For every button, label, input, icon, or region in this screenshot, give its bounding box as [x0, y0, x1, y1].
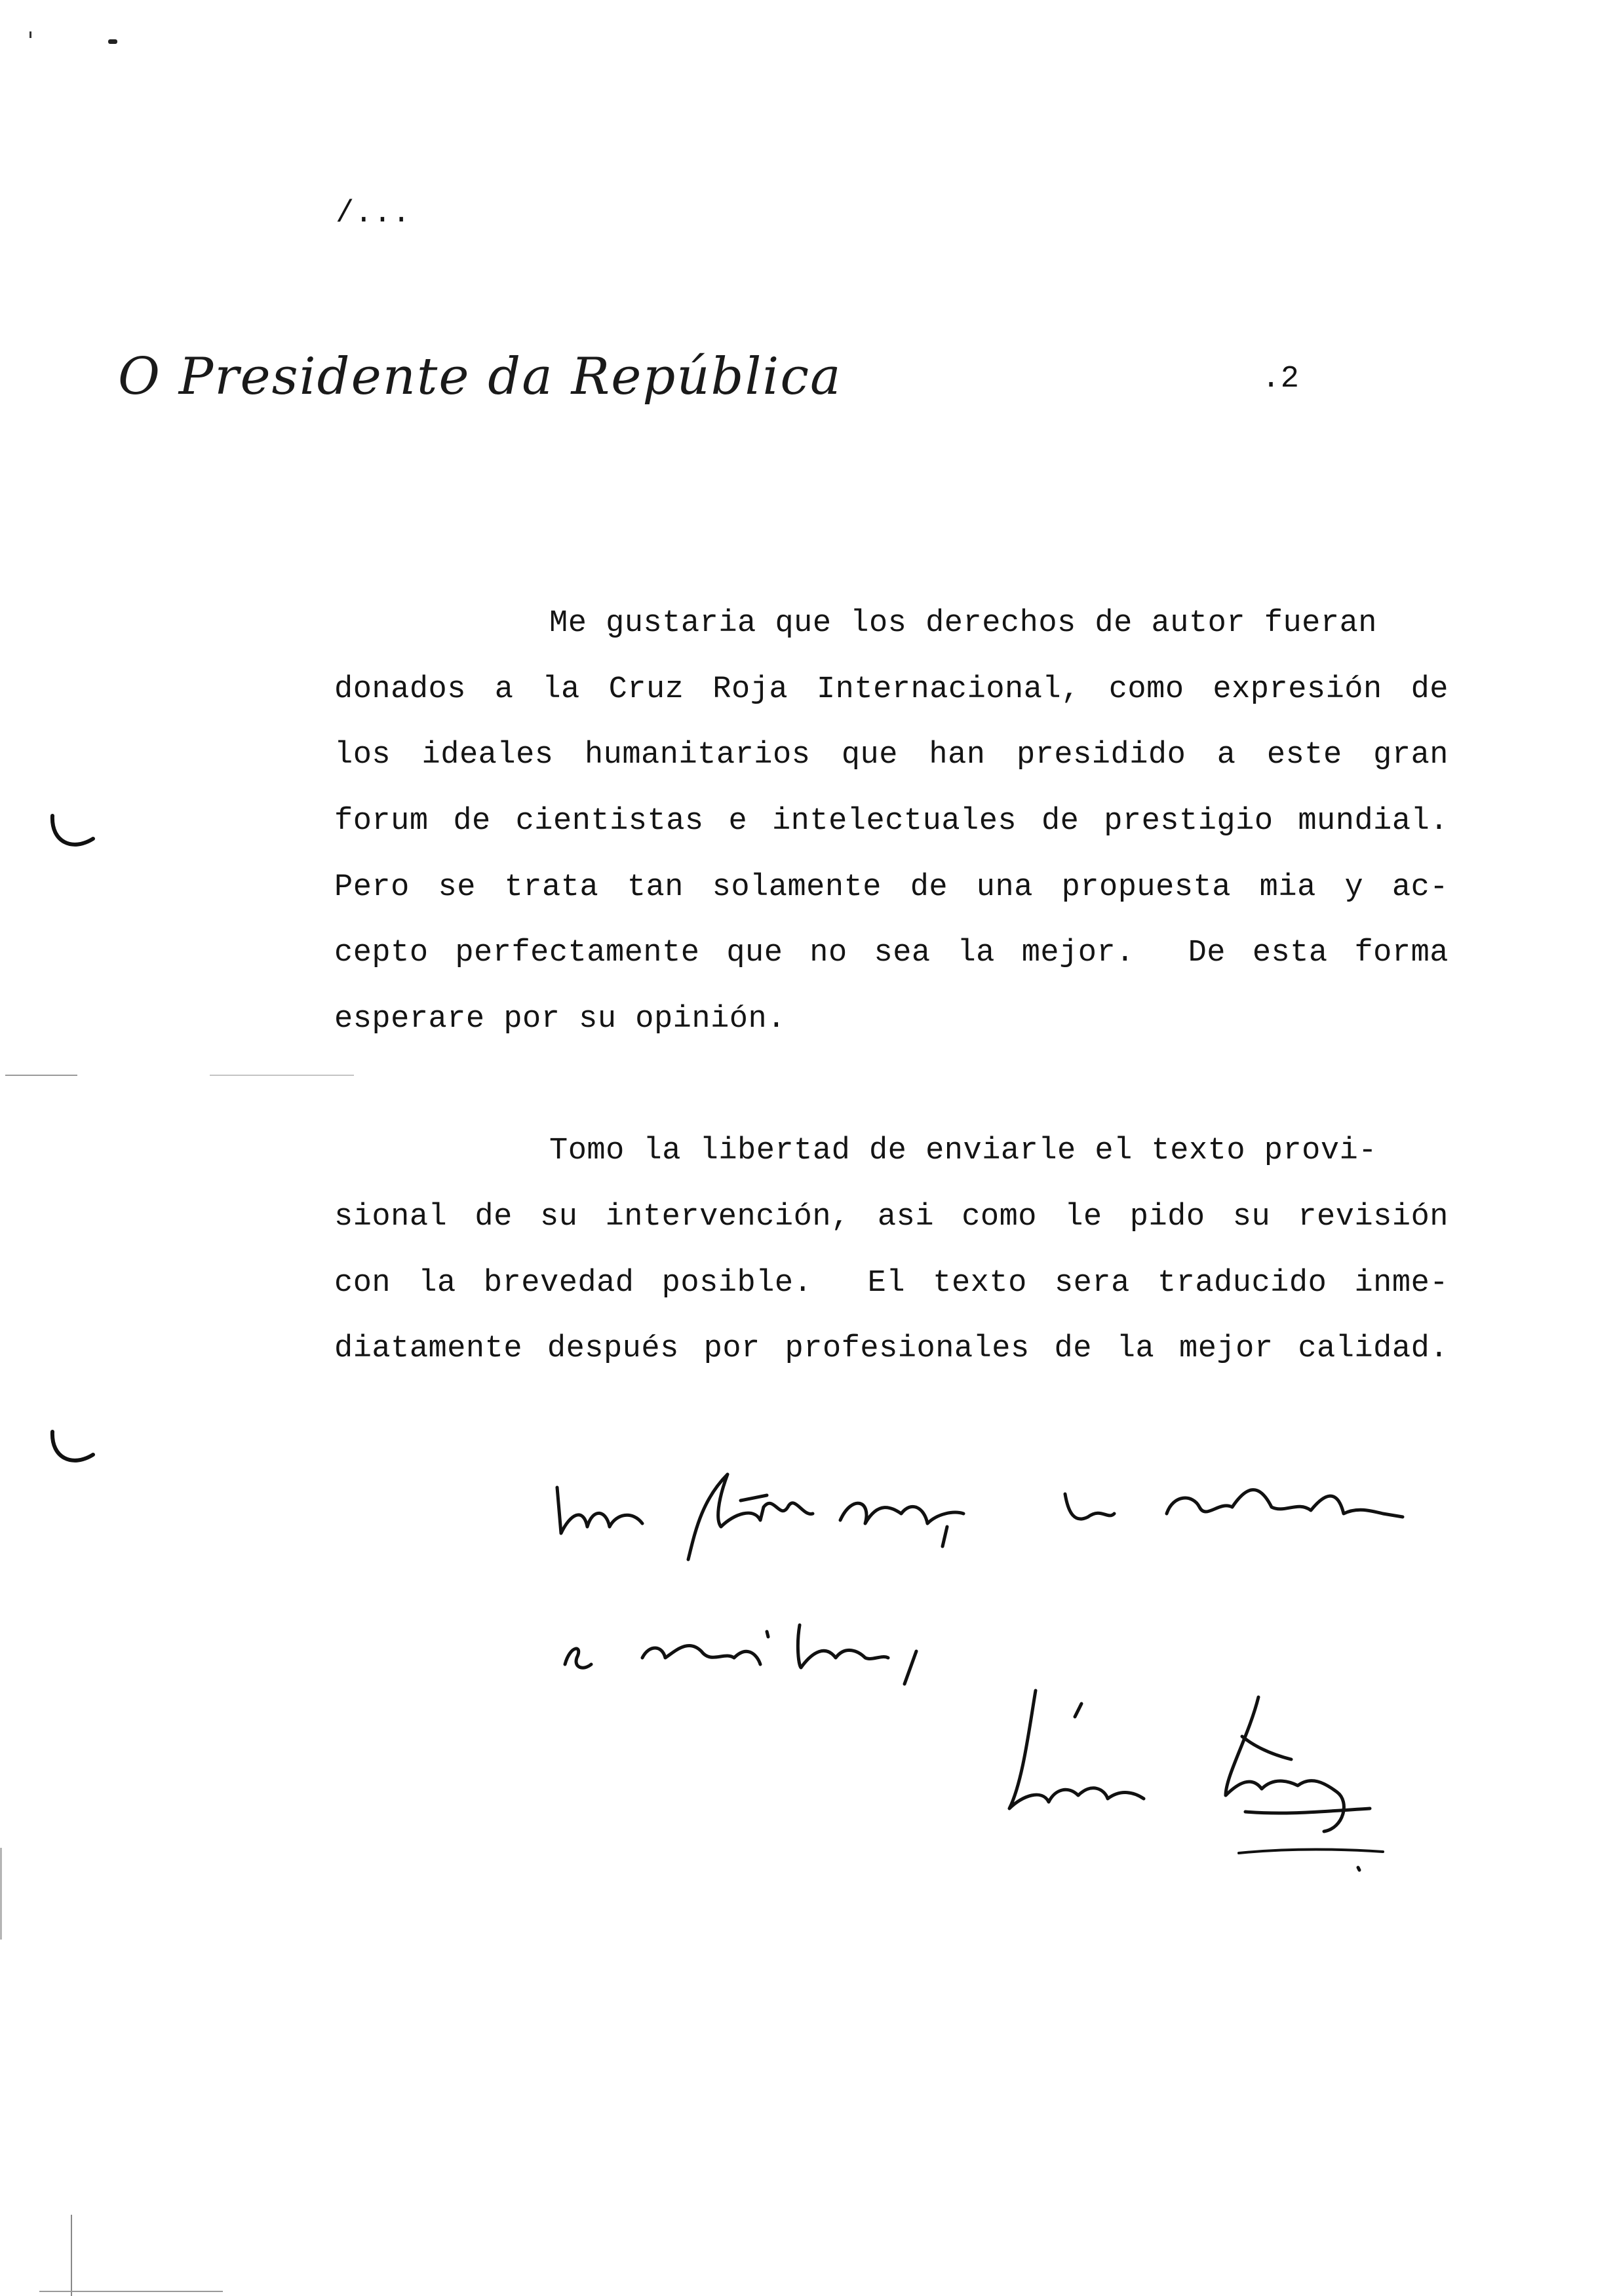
handwritten-closing-line-2: [557, 1605, 950, 1691]
body-line: esperare por su opinión.: [334, 1002, 786, 1037]
scan-edge-mark: [39, 2291, 223, 2292]
continuation-mark: /...: [336, 197, 411, 231]
signature: [983, 1677, 1403, 1874]
scan-edge-mark: [71, 2215, 72, 2296]
scan-speck: [29, 31, 31, 38]
handwritten-closing-line-1: [544, 1461, 1449, 1579]
body-line: Tomo la libertad de enviarle el texto provi-: [549, 1134, 1378, 1168]
binder-hole-mark: [46, 1428, 98, 1474]
body-line: con la brevedad posible. El texto sera traducido inme-: [334, 1266, 1449, 1301]
binder-hole-mark: [46, 813, 98, 858]
body-line: Pero se trata tan solamente de una propuesta mia y ac-: [334, 870, 1449, 905]
body-line: cepto perfectamente que no sea la mejor. De esta forma: [334, 936, 1449, 970]
scan-edge-mark: [210, 1075, 354, 1076]
scan-speck: [108, 39, 117, 44]
scan-edge-mark: [5, 1075, 77, 1076]
body-line: Me gustaria que los derechos de autor fueran: [549, 606, 1378, 641]
body-line: los ideales humanitarios que han presidido a este gran: [334, 738, 1449, 773]
body-line: sional de su intervención, asi como le pido su revisión: [334, 1200, 1449, 1234]
body-line: diatamente después por profesionales de la mejor calidad.: [334, 1331, 1449, 1366]
body-line: forum de cientistas e intelectuales de prestigio mundial.: [334, 804, 1449, 839]
page-number: .2: [1262, 362, 1300, 396]
scan-edge-mark: [0, 1848, 2, 1940]
letterhead: O Presidente da República: [118, 347, 842, 406]
body-line: donados a la Cruz Roja Internacional, como expresión de: [334, 672, 1449, 707]
